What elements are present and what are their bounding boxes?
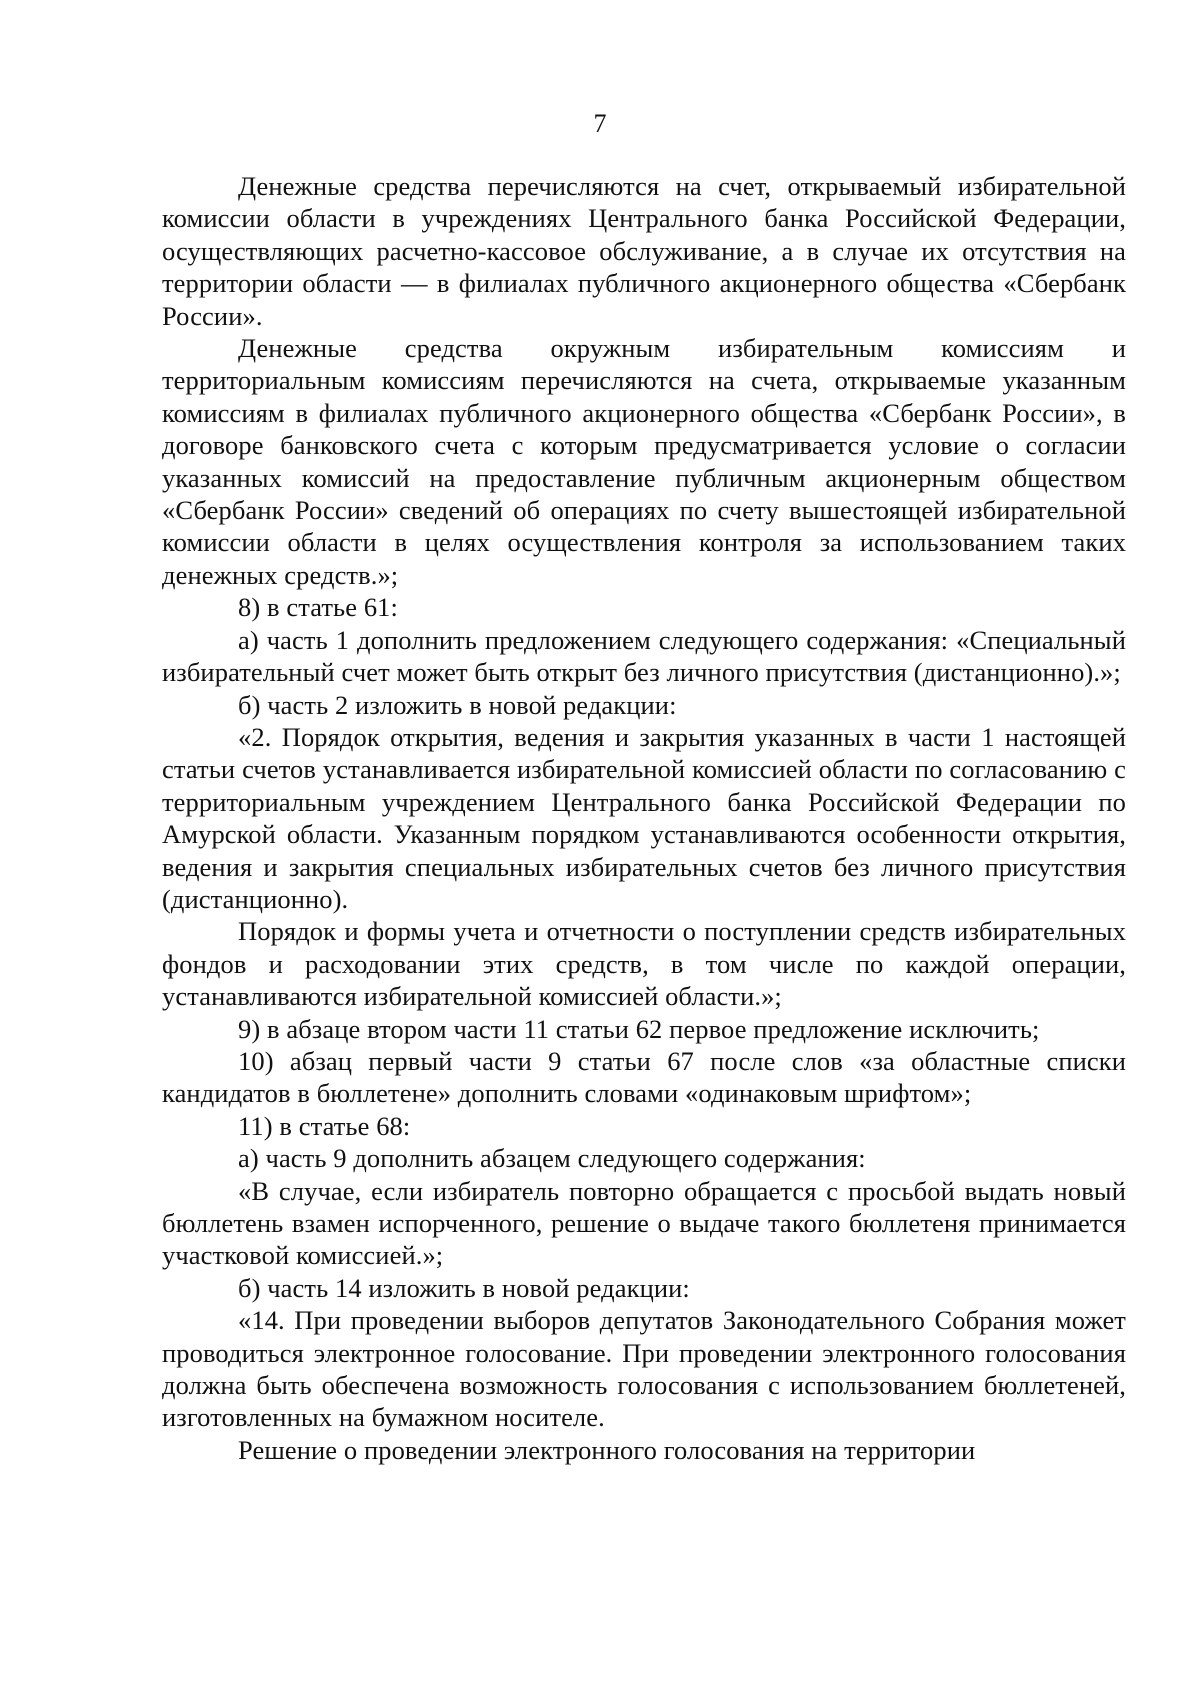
paragraph: «2. Порядок открытия, ведения и закрытия указанных в части 1 настоящей статьи счетов устанавливается избирательной комиссией области по согласованию с территориальным учреждением Центрального банка Российской Федерации по Амурской области. Указанным порядком устанавливаются особенности открытия, ведения и закрытия специальных избирательных счетов без личного присутствия (дистанционно). <box>162 721 1126 914</box>
paragraph: 10) абзац первый части 9 статьи 67 после слов «за областные списки кандидатов в бюллетене» дополнить словами «одинаковым шрифтом»; <box>162 1045 1126 1109</box>
paragraph: 11) в статье 68: <box>238 1110 411 1141</box>
document-body <box>162 170 1126 1466</box>
paragraph: Решение о проведении электронного голосования на территории <box>238 1434 976 1465</box>
paragraph: «14. При проведении выборов депутатов Законодательного Собрания может проводиться электронное голосование. При проведении электронного голосования должна быть обеспечена возможность голосования с использованием бюллетеней, изготовленных на бумажном носителе. <box>162 1305 1126 1433</box>
paragraph: Денежные средства окружным избирательным комиссиям и территориальным комиссиям перечисляются на счета, открываемые указанным комиссиям в филиалах публичного акционерного общества «Сбербанк России», в договоре банковского счета с которым предусматривается условие о согласии указанных комиссий на предоставление публичным акционерным обществом «Сбербанк России» сведений об операциях по счету вышестоящей избирательной комиссии области в целях осуществления контроля за использованием таких денежных средств.»; <box>162 333 1126 590</box>
paragraph: а) часть 1 дополнить предложением следующего содержания: «Специальный избирательный счет может быть открыт без личного присутствия (дистанционно).»; <box>162 624 1126 688</box>
paragraph: Порядок и формы учета и отчетности о поступлении средств избирательных фондов и расходовании этих средств, в том числе по каждой операции, устанавливаются избирательной комиссией области.»; <box>162 916 1126 1012</box>
paragraph: б) часть 2 изложить в новой редакции: <box>238 689 677 720</box>
page-number: 7 <box>593 109 607 138</box>
paragraph: б) часть 14 изложить в новой редакции: <box>238 1272 690 1303</box>
paragraph: Денежные средства перечисляются на счет, открываемый избирательной комиссии области в учреждениях Центрального банка Российской Федерации, осуществляющих расчетно-кассовое обслуживание, а в случае их отсутствия на территории области — в филиалах публичного акционерного общества «Сбербанк России». <box>162 171 1126 331</box>
paragraph: 8) в статье 61: <box>238 592 398 623</box>
paragraph: 9) в абзаце втором части 11 статьи 62 первое предложение исключить; <box>238 1013 1040 1044</box>
paragraph: а) часть 9 дополнить абзацем следующего содержания: <box>238 1143 866 1174</box>
paragraph: «В случае, если избиратель повторно обращается с просьбой выдать новый бюллетень взамен испорченного, решение о выдаче такого бюллетеня принимается участковой комиссией.»; <box>162 1175 1126 1271</box>
